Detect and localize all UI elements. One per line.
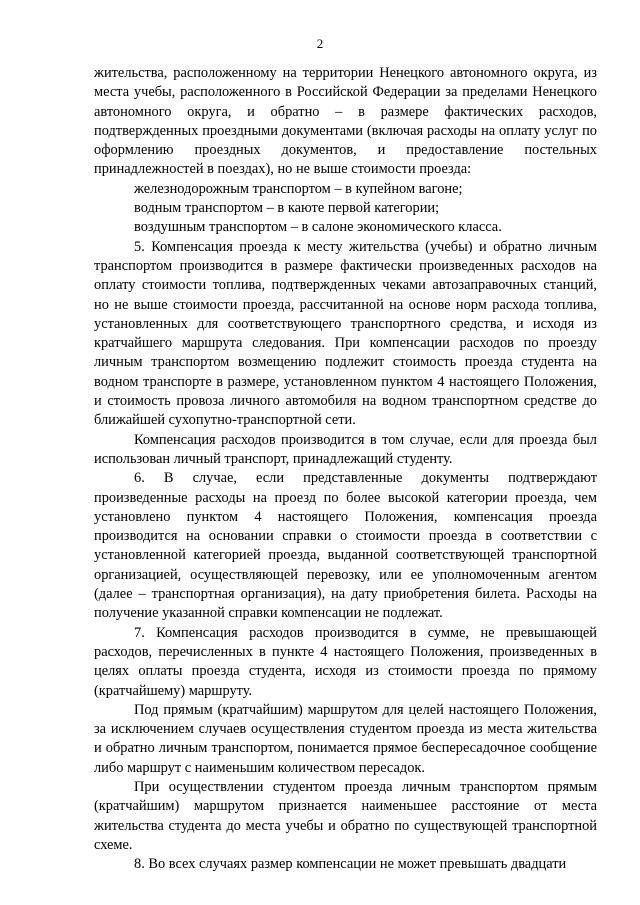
paragraph-item-8: 8. Во всех случаях размер компенсации не может превышать двадцати [134, 856, 567, 873]
paragraph-item-7-personal-transport: При осуществлении студентом проезда личным транспортом прямым (кратчайшим) маршрутом признается наименьшее расстояние от места жительства студента до места учебы и обратно по существующей транспортной схеме. [94, 778, 597, 853]
document-body [94, 64, 597, 874]
list-item-water: водным транспортом – в каюте первой категории; [134, 200, 440, 217]
paragraph-item-7-route-definition: Под прямым (кратчайшим) маршрутом для целей настоящего Положения, за исключением случаев осуществления студентом проезда из места жительства и обратно личным транспортом, понимается прямое беспересадочное сообщение либо маршрут с наименьшим количеством пересадок. [94, 701, 597, 776]
paragraph-item-6: 6. В случае, если представленные документы подтверждают произведенные расходы на проезд по более высокой категории проезда, чем установлено пунктом 4 настоящего Положения, компенсация проезда производится на основании справки о стоимости проезда в соответствии с установленной категорией проезда, выданной соответствующей транспортной организацией, осуществляющей перевозку, или ее уполномоченным агентом (далее – транспортная организация), на дату приобретения билета. Расходы на получение указанной справки компенсации не подлежат. [94, 470, 597, 622]
page-number: 2 [316, 36, 324, 51]
paragraph-travel-cost: жительства, расположенному на территории Ненецкого автономного округа, из места учебы, расположенного в Российской Федерации за пределами Ненецкого автономного округа, и обратно – в размере фактических расходов, подтвержденных проездными документами (включая расходы на оплату услуг по оформлению проездных документов, и предоставление постельных принадлежностей в поездах), но не выше стоимости проезда: [94, 65, 597, 178]
paragraph-item-5-continued: Компенсация расходов производится в том случае, если для проезда был использован личный транспорт, принадлежащий студенту. [94, 431, 597, 467]
list-item-rail: железнодорожным транспортом – в купейном вагоне; [134, 180, 463, 197]
list-item-air: воздушным транспортом – в салоне экономического класса. [134, 219, 502, 236]
paragraph-item-5: 5. Компенсация проезда к месту жительства (учебы) и обратно личным транспортом производится в размере фактически произведенных расходов на оплату стоимости топлива, подтвержденных чеками автозаправочных станций, но не выше стоимости проезда, рассчитанной на основе норм расхода топлива, установленных для соответствующего транспортного средства, и исходя из кратчайшего маршрута следования. При компенсации расходов по проезду личным транспортом возмещению подлежит стоимость проезда студента на водном транспорте в размере, установленном пунктом 4 настоящего Положения, и стоимость провоза личного автомобиля на водном транспортном средстве до ближайшей сухопутно-транспортной сети. [94, 238, 597, 429]
paragraph-item-7: 7. Компенсация расходов производится в сумме, не превышающей расходов, перечисленных в пункте 4 настоящего Положения, произведенных в целях оплаты проезда студента, исходя из стоимости проезда по прямому (кратчайшему) маршруту. [94, 624, 597, 699]
